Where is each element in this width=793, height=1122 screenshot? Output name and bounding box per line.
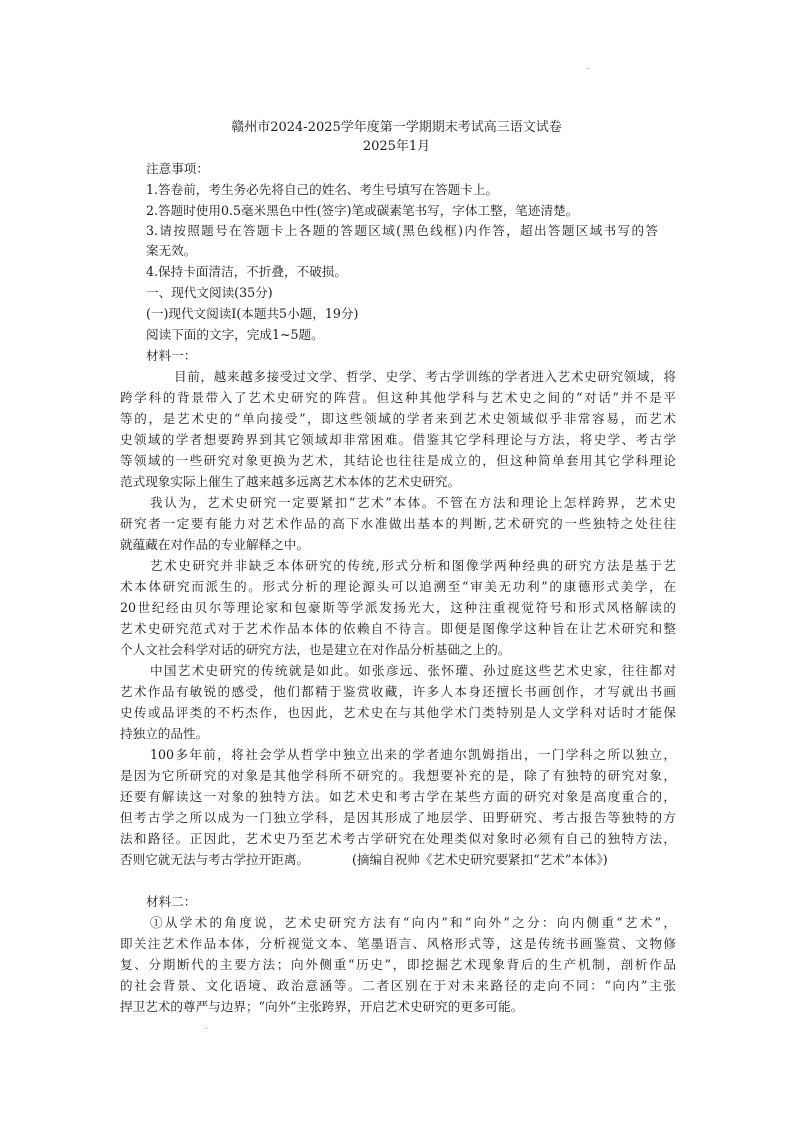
material1-line: 研究者一定要有能力对艺术作品的高下水准做出基本的判断,艺术研究的一些独特之处往往 <box>120 516 676 531</box>
notice-item: 2.答题时使用0.5毫米黑色中性(签字)笔或碳素笔书写，字体工整，笔迹清楚。 <box>146 203 579 218</box>
notice-item: 4.保持卡面清洁，不折叠，不破损。 <box>146 264 347 279</box>
material1-line: 史领域的学者想要跨界到其它领域却非常困难。借鉴其它学科理论与方法，将史学、考古学 <box>120 432 676 447</box>
material1-line: 跨学科的背景带入了艺术史研究的阵营。但这种其他学科与艺术史之间的“对话”并不是平 <box>120 390 676 405</box>
material2-line: 复、分期断代的主要方法；向外侧重“历史”，即挖掘艺术现象背后的生产机制，剖析作品 <box>120 957 676 972</box>
material2-label: 材料二： <box>146 894 197 909</box>
material1-line: 是因为它所研究的对象是其他学科所不研究的。我想要补充的是，除了有独特的研究对象， <box>120 768 676 783</box>
material1-line: 等领域的一些研究对象更换为艺术，其结论也往往是成立的，但这种简单套用其它学科理论 <box>120 453 676 468</box>
instruction: 阅读下面的文字，完成1~5题。 <box>146 327 324 342</box>
material1-line: 范式现象实际上催生了越来越多远离艺术本体的艺术史研究。 <box>120 474 461 489</box>
material1-line: 否则它就无法与考古学拉开距离。 <box>120 852 309 867</box>
notice-item: 案无效。 <box>146 243 197 258</box>
material1-line: 中国艺术史研究的传统就是如此。如张彦远、张怀瓘、孙过庭这些艺术史家，往往都对 <box>150 663 676 678</box>
notice-item: 3.请按照题号在答题卡上各题的答题区域(黑色线框)内作答，超出答题区域书写的答 <box>146 223 658 238</box>
material1-line: 100多年前，将社会学从哲学中独立出来的学者迪尔凯姆指出，一门学科之所以独立， <box>150 747 676 762</box>
material1-line: 我认为，艺术史研究一定要紧扣“艺术”本体。不管在方法和理论上怎样跨界，艺术史 <box>150 495 676 510</box>
material1-line: 法和路径。正因此，艺术史乃至艺术考古学研究在处理类似对象时必须有自己的独特方法， <box>120 831 676 846</box>
material1-line: 史传或品评类的不朽杰作，也因此，艺术史在与其他学术门类特别是人文学科对话时才能保 <box>120 705 676 720</box>
section-heading: 一、现代文阅读(35分) <box>146 285 273 300</box>
material2-line: 即关注艺术作品本体，分析视觉文本、笔墨语言、风格形式等，这是传统书画鉴赏、文物修 <box>120 936 676 951</box>
material2-line: ①从学术的角度说，艺术史研究方法有“向内”和“向外”之分：向内侧重“艺术”， <box>150 915 676 930</box>
material1-label: 材料一： <box>146 348 197 363</box>
material2-line: 的社会背景、文化语境、政治意涵等。二者区别在于对未来路径的走向不同：“向内”主张 <box>120 978 676 993</box>
material1-line: 等的，是艺术史的“单向接受”，即这些领域的学者来到艺术史领域似乎非常容易，而艺术 <box>120 411 676 426</box>
material2-line: 捍卫艺术的尊严与边界；“向外”主张跨界，开启艺术史研究的更多可能。 <box>120 999 524 1014</box>
scan-speck <box>588 68 589 69</box>
notice-heading: 注意事项： <box>146 161 209 176</box>
material1-line: 持独立的品性。 <box>120 726 209 741</box>
material1-line: 艺术史研究范式对于艺术作品本体的依赖自不待言。即便是图像学这种旨在让艺术研究和整 <box>120 621 676 636</box>
subsection-heading: (一)现代文阅读Ⅰ(本题共5小题，19分) <box>146 306 359 321</box>
material1-line: 艺术作品有敏锐的感受，他们都精于鉴赏收藏，许多人本身还擅长书画创作，才写就出书画 <box>120 684 676 699</box>
scan-speck <box>206 1028 207 1029</box>
material1-line: 个人文社会科学对话的研究方法，也是建立在对作品分析基础之上的。 <box>120 642 511 657</box>
material1-source: (摘编自祝帅《艺术史研究要紧扣“艺术”本体》) <box>352 852 608 867</box>
notice-item: 1.答卷前，考生务必先将自己的姓名、考生号填写在答题卡上。 <box>146 182 499 197</box>
material1-line: 就蕴藏在对作品的专业解释之中。 <box>120 537 309 552</box>
material1-line: 20世纪经由贝尔等理论家和包豪斯等学派发扬光大，这种注重视觉符号和形式风格解读的 <box>120 600 676 615</box>
material1-line: 但考古学之所以成为一门独立学科，是因其形成了地层学、田野研究、考古报告等独特的方 <box>120 810 676 825</box>
exam-title: 赣州市2024-2025学年度第一学期期末考试高三语文试卷 <box>231 120 562 135</box>
material1-line: 还要有解读这一对象的独特方法。如艺术史和考古学在某些方面的研究对象是高度重合的， <box>120 789 676 804</box>
material1-line: 艺术史研究并非缺乏本体研究的传统,形式分析和图像学两种经典的研究方法是基于艺 <box>150 558 676 573</box>
exam-date: 2025年1月 <box>362 139 431 154</box>
material1-line: 术本体研究而派生的。形式分析的理论源头可以追溯至“审美无功利”的康德形式美学，在 <box>120 579 676 594</box>
material1-line: 目前，越来越多接受过文学、哲学、史学、考古学训练的学者进入艺术史研究领域，将 <box>174 369 676 384</box>
